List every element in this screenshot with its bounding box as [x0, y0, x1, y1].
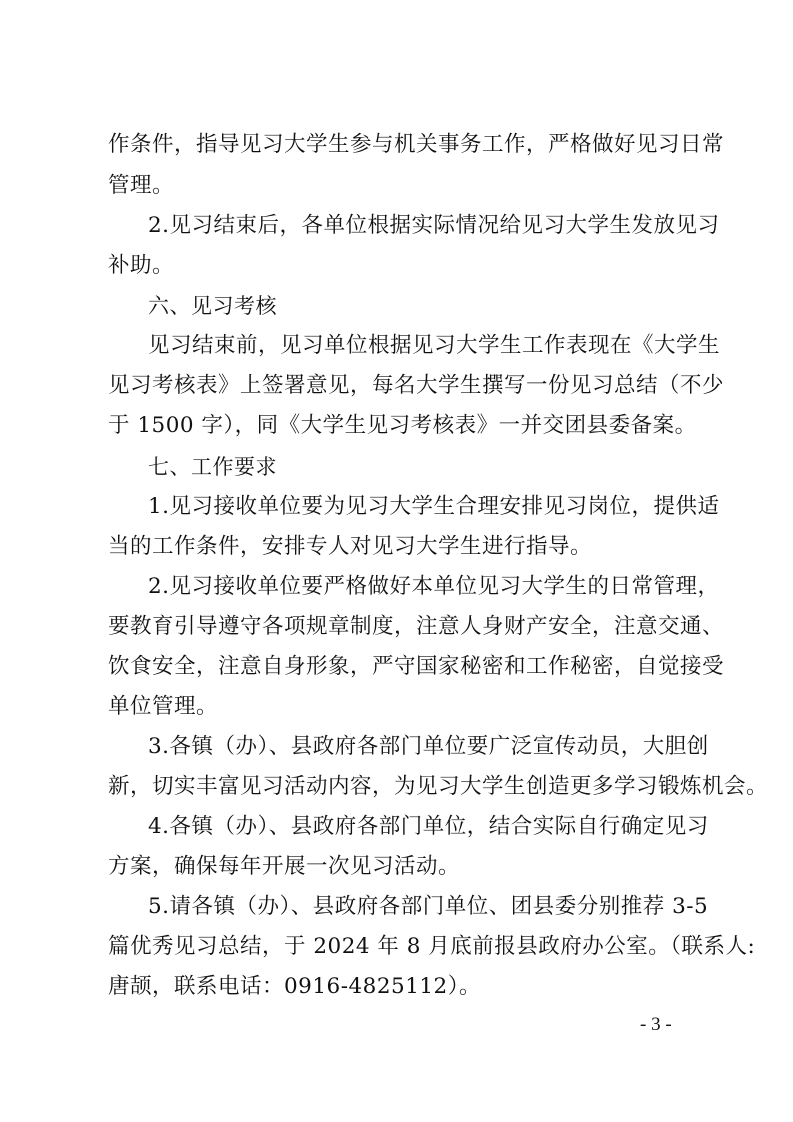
text-line: 4.各镇（办）、县政府各部门单位，结合实际自行确定见习 — [148, 814, 709, 839]
text-line: 5.请各镇（办）、县政府各部门单位、团县委分别推荐 3-5 — [148, 894, 709, 919]
text-line: 于 1500 字），同《大学生见习考核表》一并交团县委备案。 — [108, 413, 697, 438]
text-line: 要教育引导遵守各项规章制度，注意人身财产安全，注意交通、 — [108, 614, 725, 639]
text-line: 见习结束前，见习单位根据见习大学生工作表现在《大学生 — [148, 333, 721, 358]
text-line: 2.见习接收单位要严格做好本单位见习大学生的日常管理， — [148, 574, 720, 599]
text-line: 唐颉，联系电话：0916-4825112）。 — [108, 974, 481, 999]
text-line: 3.各镇（办）、县政府各部门单位要广泛宣传动员，大胆创 — [148, 734, 709, 759]
text-line: 饮食安全，注意自身形象，严守国家秘密和工作秘密，自觉接受 — [108, 654, 725, 679]
text-line: 方案，确保每年开展一次见习活动。 — [108, 854, 461, 879]
text-line: 新，切实丰富见习活动内容，为见习大学生创造更多学习锻炼机会。 — [108, 774, 769, 799]
text-line: 2.见习结束后，各单位根据实际情况给见习大学生发放见习 — [148, 213, 720, 238]
text-line: 单位管理。 — [108, 694, 219, 719]
text-line: 作条件，指导见习大学生参与机关事务工作，严格做好见习日常 — [108, 132, 725, 157]
text-line: 1.见习接收单位要为见习大学生合理安排见习岗位，提供适 — [148, 494, 720, 519]
text-line: 管理。 — [108, 173, 175, 198]
page-number: - 3 - — [640, 1014, 672, 1035]
text-line: 当的工作条件，安排专人对见习大学生进行指导。 — [108, 534, 593, 559]
section-heading: 七、工作要求 — [148, 455, 277, 479]
text-line: 篇优秀见习总结，于 2024 年 8 月底前报县政府办公室。（联系人: — [108, 934, 756, 959]
section-heading: 六、见习考核 — [148, 294, 277, 318]
text-line: 见习考核表》上签署意见，每名大学生撰写一份见习总结（不少 — [108, 373, 725, 398]
text-line: 补助。 — [108, 253, 175, 278]
